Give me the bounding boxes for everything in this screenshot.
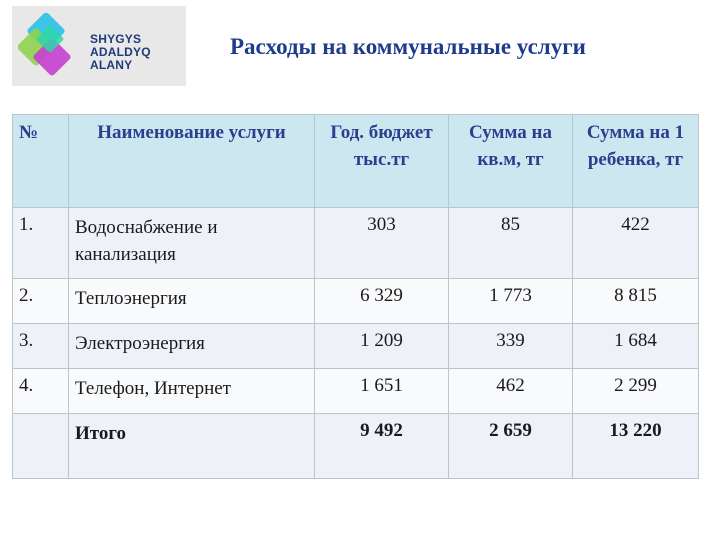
logo [12, 6, 186, 86]
row-per-child: 422 [573, 208, 699, 279]
row-per-sqm: 339 [449, 324, 573, 369]
row-per-sqm: 462 [449, 369, 573, 414]
row-num: 2. [13, 279, 69, 324]
row-name: Теплоэнергия [69, 279, 315, 324]
row-per-child: 2 299 [573, 369, 699, 414]
header-budget: Год. бюджет тыс.тг [315, 115, 449, 208]
row-budget: 1 651 [315, 369, 449, 414]
row-name: Телефон, Интернет [69, 369, 315, 414]
table-total-row [13, 414, 699, 479]
row-name: Электроэнергия [69, 324, 315, 369]
total-budget: 9 492 [315, 414, 449, 479]
table-header-row [13, 115, 699, 208]
row-budget: 303 [315, 208, 449, 279]
header-per-sqm: Сумма на кв.м, тг [449, 115, 573, 208]
header-per-child: Сумма на 1 ребенка, тг [573, 115, 699, 208]
row-per-sqm: 1 773 [449, 279, 573, 324]
total-per-child: 13 220 [573, 414, 699, 479]
total-per-sqm: 2 659 [449, 414, 573, 479]
row-per-sqm: 85 [449, 208, 573, 279]
table-row [13, 324, 699, 369]
row-num: 1. [13, 208, 69, 279]
logo-line-2: ADALDYQ ALANY [90, 45, 151, 72]
row-per-child: 1 684 [573, 324, 699, 369]
row-num: 4. [13, 369, 69, 414]
header-num: № [13, 115, 69, 208]
logo-line-1: SHYGYS [90, 32, 142, 46]
table-row [13, 208, 699, 279]
total-label: Итого [69, 414, 315, 479]
row-num: 3. [13, 324, 69, 369]
total-num [13, 414, 69, 479]
header-name: Наименование услуги [69, 115, 315, 208]
table-row [13, 279, 699, 324]
row-budget: 1 209 [315, 324, 449, 369]
row-per-child: 8 815 [573, 279, 699, 324]
page-title: Расходы на коммунальные услуги [230, 34, 586, 59]
table-row [13, 369, 699, 414]
utilities-table [12, 114, 699, 479]
row-name: Водоснабжение и канализация [69, 208, 315, 279]
row-budget: 6 329 [315, 279, 449, 324]
logo-mark-icon [18, 13, 82, 79]
logo-text [90, 33, 186, 72]
